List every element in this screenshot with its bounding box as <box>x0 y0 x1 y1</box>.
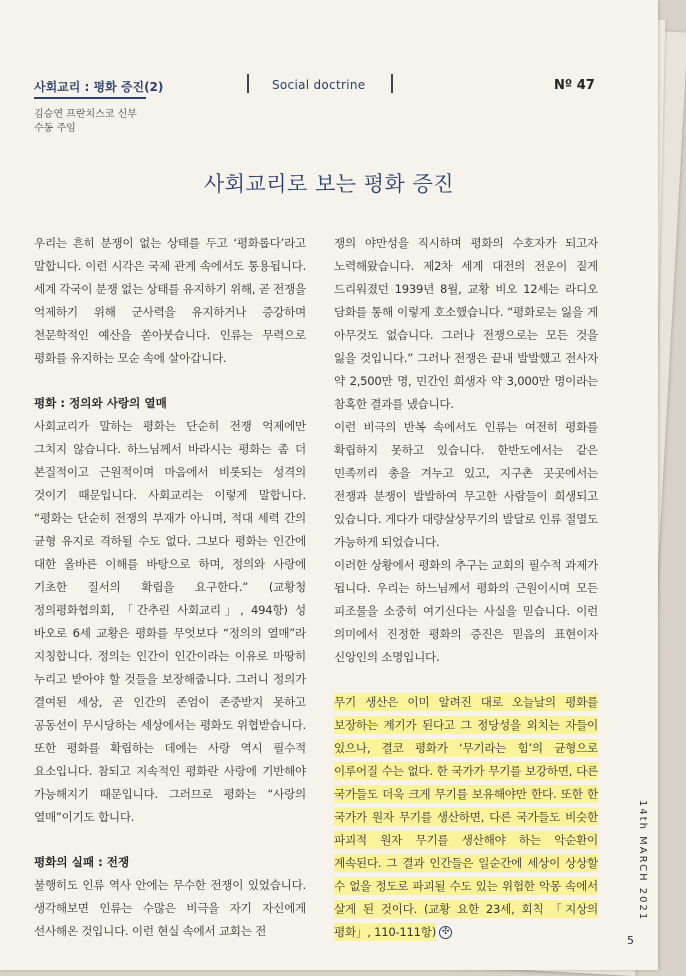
intro-paragraph: 우리는 흔히 분쟁이 없는 상태를 두고 ‘평화롭다’라고 말합니다. 이런 시각은 국제 관계 속에서도 통용됩니다. 세계 각국이 분쟁 없는 상태를 유지하기 위해, 곧 전쟁을 억제하기 위해 군사력을 유지하거나 증강하며 천문학적인 예산을 쏟아붓습니다. 인류는 무력으로 평화를 유지하는 모순 속에 살아갑니다. <box>34 236 306 365</box>
quote-text: 무기 생산은 이미 알려진 대로 오늘날의 평화를 보장하는 계기가 된다고 그 정당성을 외치는 자들이 있으나, 결코 평화가 ‘무기라는 힘’의 균형으로 이루어질 수는 없다. 한 국가가 무기를 보강하면, 다른 국가들도 더욱 크게 무기를 보유해야만 한다. 또한 한 국가가 원자 무기를 생산하면, 다른 국가들도 비슷한 파괴적 원자 무기를 생산해야 하는 악순환이 계속된다. 그 결과 인간들은 일순간에 세상이 상상할 수 없을 정도로 파괴될 수도 있는 위험한 악몽 속에서 살게 된 것이다. (교황 요한 23세, 회칙 「지상의 평화」, 110-111항) <box>334 695 598 939</box>
paragraph-church-task: 이러한 상황에서 평화의 추구는 교회의 필수적 과제가 됩니다. 우리는 하느님께서 평화의 근원이시며 모든 피조물을 소중히 여기신다는 사실을 믿습니다. 이런 의미에서 진정한 평화의 증진은 믿음의 표현이자 신앙인의 소명입니다. <box>334 558 598 664</box>
right-column <box>334 232 598 944</box>
end-emblem-icon: ✣ <box>439 926 452 939</box>
header-category: 사회교리 : 평화 증진(2) <box>34 80 164 94</box>
issue-number: Nº 47 <box>554 78 595 93</box>
paragraph-war-history: 쟁의 야만성을 직시하며 평화의 수호자가 되고자 노력해왔습니다. 제2차 세계 대전의 전운이 짙게 드리워졌던 1939년 8월, 교황 비오 12세는 라디오 담화를 통해 이렇게 호소했습니다. “평화로는 잃을 게 아무것도 없습니다. 그러나 전쟁으로는 모든 것을 잃을 것입니다.” 그러나 전쟁은 끝내 발발했고 전사자 약 2,500만 명, 민간인 희생자 약 3,000만 명이라는 참혹한 결과를 냈습니다. <box>334 236 598 411</box>
section-heading-peace: 평화 : 정의와 사랑의 열매 <box>34 396 167 410</box>
header-category-underline <box>34 97 146 99</box>
paragraph-peace-failure: 이런 비극의 반복 속에서도 인류는 여전히 평화를 확립하지 못하고 있습니다. 한반도에서는 같은 민족끼리 총을 겨누고 있고, 지구촌 곳곳에서는 전쟁과 분쟁이 발발하여 무고한 사람들이 희생되고 있습니다. 게다가 대량살상무기의 발달로 인류 절멸도 가능하게 되었습니다. <box>334 420 598 549</box>
section-body-war: 불행히도 인류 역사 안에는 무수한 전쟁이 있었습니다. 생각해보면 인류는 수많은 비극을 자기 자신에게 선사해온 것입니다. 이런 현실 속에서 교회는 전 <box>34 878 306 938</box>
header-section: Social doctrine <box>272 78 366 92</box>
section-body-peace: 사회교리가 말하는 평화는 단순히 전쟁 억제에만 그치지 않습니다. 하느님께서 바라시는 평화는 좀 더 본질적이고 근원적이며 마음에서 비롯되는 성격의 것이기 때문입니다. 사회교리는 이렇게 말합니다. “평화는 단순히 전쟁의 부재가 아니며, 적대 세력 간의 균형 유지로 격하될 수도 없다. 그보다 평화는 인간에 대한 올바른 이해를 바탕으로 하며, 정의와 사랑에 기초한 질서의 확립을 요구한다.” (교황청 정의평화협의회, 「간추린 사회교리」, 494항) 성 바오로 6세 교황은 평화를 무엇보다 “정의의 열매”라 지칭합니다. 정의는 인간이 인간이라는 이유로 마땅히 누리고 받아야 할 것들을 보장해줍니다. 그러니 정의가 결여된 세상, 곧 인간의 존엄이 존중받지 못하고 공동선이 무시당하는 세상에서는 평화도 위협받습니다. 또한 평화를 확립하는 데에는 사랑 역시 필수적 요소입니다. 참되고 지속적인 평화란 사랑에 기반해야 가능해지기 때문입니다. 그러므로 평화는 “사랑의 열매”이기도 합니다. <box>34 419 306 824</box>
author-role: 수동 주임 <box>34 123 76 134</box>
highlighted-quote <box>334 691 598 944</box>
article-title: 사회교리로 보는 평화 증진 <box>203 172 455 196</box>
side-date: 14th MARCH 2021 <box>637 800 648 922</box>
header-divider-left <box>247 74 249 93</box>
section-heading-war: 평화의 실패 : 전쟁 <box>34 855 130 869</box>
author-block <box>34 108 137 136</box>
header-divider-right <box>391 74 393 93</box>
page-number: 5 <box>627 934 634 947</box>
left-column <box>34 232 306 943</box>
author-name: 김승연 프란치스코 신부 <box>34 109 137 120</box>
